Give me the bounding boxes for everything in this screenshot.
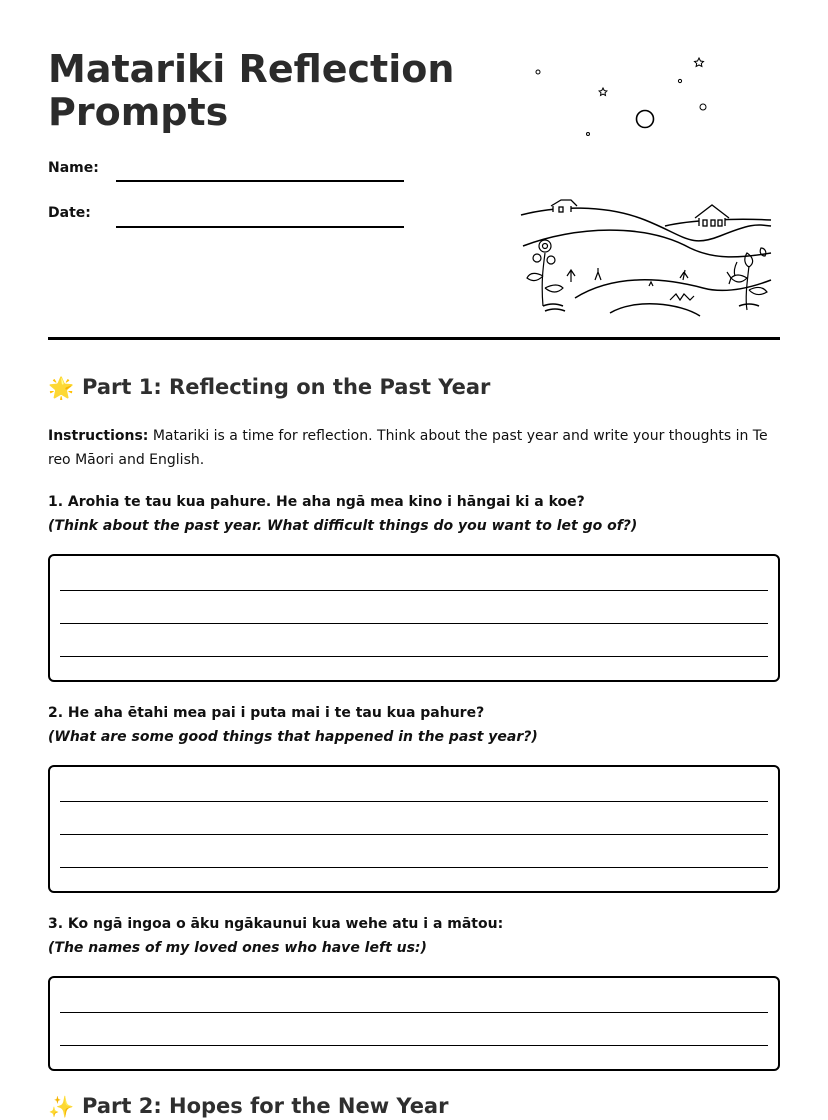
instructions-text: Matariki is a time for reflection. Think about the past year and write your thoughts in Te reo Māori and English. <box>48 428 768 468</box>
name-label: Name: <box>48 160 99 176</box>
star-cluster-icon <box>536 58 706 136</box>
header-divider <box>48 337 780 340</box>
question-1-answer-box[interactable] <box>48 554 780 682</box>
writing-line <box>60 1045 768 1046</box>
worksheet-title: Matariki Reflection Prompts <box>48 47 455 134</box>
matariki-landscape-illustration <box>515 48 777 318</box>
date-label: Date: <box>48 205 91 221</box>
question-3-answer-box[interactable] <box>48 976 780 1071</box>
question-1-translation: (Think about the past year. What difficult things do you want to let go of?) <box>48 518 638 534</box>
instructions <box>48 424 780 472</box>
writing-line <box>60 801 768 802</box>
name-input-line[interactable] <box>116 180 404 182</box>
house-icon <box>551 200 729 226</box>
hills-icon <box>521 208 771 316</box>
flowers-icon <box>527 240 767 310</box>
question-3-text: 3. Ko ngā ingoa o āku ngākaunui kua wehe atu i a mātou: <box>48 916 504 932</box>
writing-line <box>60 590 768 591</box>
question-1-text: 1. Arohia te tau kua pahure. He aha ngā mea kino i hāngai ki a koe? <box>48 494 585 510</box>
part2-heading <box>48 1094 448 1120</box>
writing-line <box>60 834 768 835</box>
question-2-answer-box[interactable] <box>48 765 780 893</box>
writing-line <box>60 623 768 624</box>
instructions-label: Instructions: <box>48 428 149 444</box>
question-3-translation: (The names of my loved ones who have left us:) <box>48 940 427 956</box>
glowing-star-icon: 🌟 <box>48 375 75 400</box>
writing-line <box>60 656 768 657</box>
part1-heading <box>48 375 490 401</box>
part2-heading-text: Part 2: Hopes for the New Year <box>82 1094 449 1118</box>
sparkles-icon: ✨ <box>48 1094 75 1119</box>
part1-heading-text: Part 1: Reflecting on the Past Year <box>82 375 491 399</box>
question-2-text: 2. He aha ētahi mea pai i puta mai i te tau kua pahure? <box>48 705 485 721</box>
question-2-translation: (What are some good things that happened in the past year?) <box>48 729 538 745</box>
writing-line <box>60 867 768 868</box>
date-input-line[interactable] <box>116 226 404 228</box>
writing-line <box>60 1012 768 1013</box>
